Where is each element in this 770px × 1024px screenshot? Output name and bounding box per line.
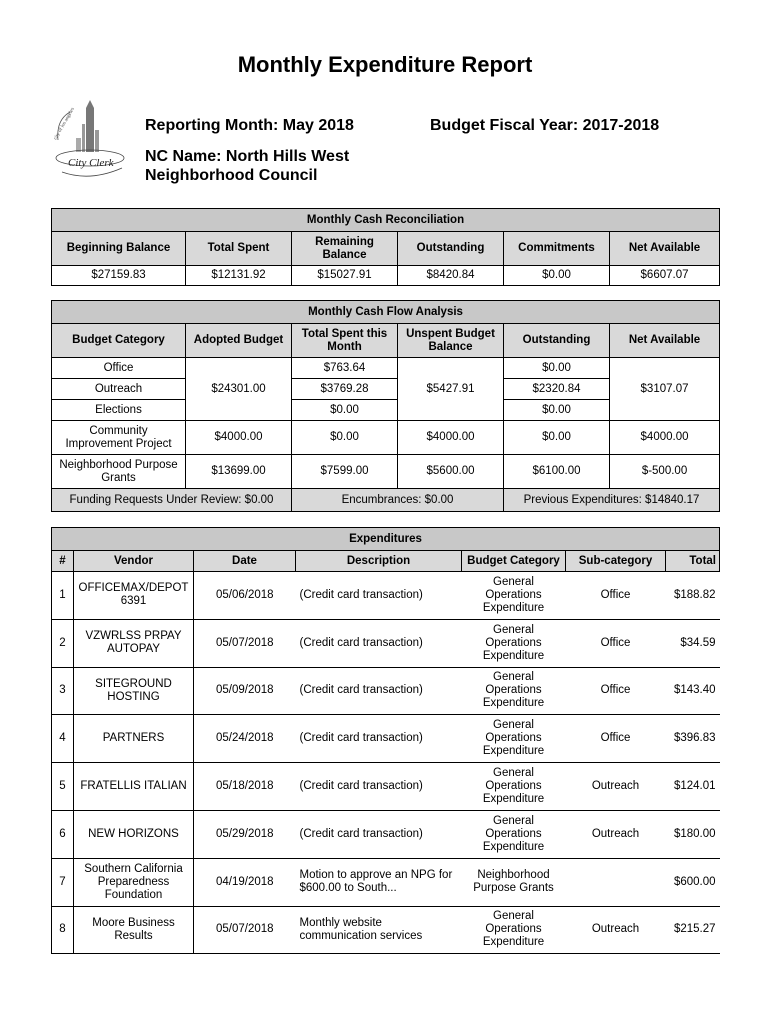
elections-category: Elections: [52, 400, 186, 421]
row-date: 05/09/2018: [194, 667, 296, 715]
previous-expenditures: Previous Expenditures: $14840.17: [504, 489, 720, 512]
row-date: 05/18/2018: [194, 763, 296, 811]
table-row: [52, 715, 720, 763]
row-vendor: SITEGROUND HOSTING: [74, 667, 194, 715]
office-spent: $763.64: [292, 358, 398, 379]
cashflow-band: Monthly Cash Flow Analysis: [52, 301, 720, 324]
npg-category: Neighborhood Purpose Grants: [52, 455, 186, 489]
row-number: 5: [52, 763, 74, 811]
outstanding-value: $8420.84: [398, 266, 504, 286]
header-num: #: [52, 551, 74, 572]
table-row: [52, 858, 720, 906]
row-budget-category: General Operations Expenditure: [462, 810, 566, 858]
office-category: Office: [52, 358, 186, 379]
cip-adopted: $4000.00: [186, 421, 292, 455]
row-vendor: NEW HORIZONS: [74, 810, 194, 858]
row-total: $124.01: [666, 763, 720, 811]
header-outstanding: Outstanding: [398, 232, 504, 266]
table-row: [52, 572, 720, 620]
row-total: $600.00: [666, 858, 720, 906]
row-total: $188.82: [666, 572, 720, 620]
row-total: $396.83: [666, 715, 720, 763]
header-total-spent-month: Total Spent this Month: [292, 324, 398, 358]
row-vendor: FRATELLIS ITALIAN: [74, 763, 194, 811]
row-description: (Credit card transaction): [296, 810, 462, 858]
row-number: 3: [52, 667, 74, 715]
row-subcategory: Office: [566, 667, 666, 715]
outreach-category: Outreach: [52, 379, 186, 400]
header-adopted-budget: Adopted Budget: [186, 324, 292, 358]
table-row: [52, 810, 720, 858]
row-budget-category: Neighborhood Purpose Grants: [462, 858, 566, 906]
table-row: [52, 763, 720, 811]
row-subcategory: Office: [566, 619, 666, 667]
row-subcategory: Outreach: [566, 763, 666, 811]
cash-reconciliation-table: [51, 208, 720, 286]
fiscal-year: Budget Fiscal Year: 2017-2018: [430, 117, 660, 134]
svg-text:City Clerk: City Clerk: [68, 157, 114, 169]
row-number: 8: [52, 906, 74, 954]
header-subcategory: Sub-category: [566, 551, 666, 572]
npg-unspent: $5600.00: [398, 455, 504, 489]
npg-outstanding: $6100.00: [504, 455, 610, 489]
row-date: 04/19/2018: [194, 858, 296, 906]
cip-net: $4000.00: [610, 421, 720, 455]
header-unspent-budget: Unspent Budget Balance: [398, 324, 504, 358]
header-beginning-balance: Beginning Balance: [52, 232, 186, 266]
nc-name-line1: NC Name: North Hills West: [145, 148, 350, 165]
header-description: Description: [296, 551, 462, 572]
outreach-spent: $3769.28: [292, 379, 398, 400]
cip-outstanding: $0.00: [504, 421, 610, 455]
row-budget-category: General Operations Expenditure: [462, 906, 566, 954]
row-number: 7: [52, 858, 74, 906]
total-spent-value: $12131.92: [186, 266, 292, 286]
row-number: 1: [52, 572, 74, 620]
cip-unspent: $4000.00: [398, 421, 504, 455]
row-description: (Credit card transaction): [296, 715, 462, 763]
row-date: 05/07/2018: [194, 619, 296, 667]
funding-requests: Funding Requests Under Review: $0.00: [52, 489, 292, 512]
row-budget-category: General Operations Expenditure: [462, 715, 566, 763]
row-description: (Credit card transaction): [296, 572, 462, 620]
svg-text:city of los angeles: city of los angeles: [53, 107, 76, 141]
reconciliation-band: Monthly Cash Reconciliation: [52, 209, 720, 232]
row-subcategory: Office: [566, 572, 666, 620]
net-available-value: $6607.07: [610, 266, 720, 286]
encumbrances: Encumbrances: $0.00: [292, 489, 504, 512]
expenditures-table: [51, 527, 720, 954]
npg-spent: $7599.00: [292, 455, 398, 489]
header-cf-net-available: Net Available: [610, 324, 720, 358]
beginning-balance-value: $27159.83: [52, 266, 186, 286]
table-row: [52, 667, 720, 715]
header-cf-outstanding: Outstanding: [504, 324, 610, 358]
row-subcategory: Outreach: [566, 810, 666, 858]
nc-name-line2: Neighborhood Council: [145, 167, 318, 184]
commitments-value: $0.00: [504, 266, 610, 286]
row-date: 05/06/2018: [194, 572, 296, 620]
nc-name: [145, 147, 349, 185]
row-number: 4: [52, 715, 74, 763]
report-title: Monthly Expenditure Report: [237, 52, 533, 77]
row-subcategory: Outreach: [566, 906, 666, 954]
row-subcategory: [566, 858, 666, 906]
row-description: Monthly website communication services: [296, 906, 462, 954]
row-vendor: PARTNERS: [74, 715, 194, 763]
elections-spent: $0.00: [292, 400, 398, 421]
cip-spent: $0.00: [292, 421, 398, 455]
row-total: $215.27: [666, 906, 720, 954]
outreach-outstanding: $2320.84: [504, 379, 610, 400]
row-budget-category: General Operations Expenditure: [462, 572, 566, 620]
npg-net: $-500.00: [610, 455, 720, 489]
row-vendor: Southern California Preparedness Foundation: [74, 858, 194, 906]
table-row: [52, 906, 720, 954]
row-vendor: OFFICEMAX/DEPOT 6391: [74, 572, 194, 620]
row-total: $143.40: [666, 667, 720, 715]
row-description: (Credit card transaction): [296, 763, 462, 811]
row-budget-category: General Operations Expenditure: [462, 667, 566, 715]
row-budget-category: General Operations Expenditure: [462, 763, 566, 811]
row-date: 05/29/2018: [194, 810, 296, 858]
header-total-spent: Total Spent: [186, 232, 292, 266]
remaining-balance-value: $15027.91: [292, 266, 398, 286]
gen-ops-unspent: $5427.91: [398, 358, 504, 421]
cash-flow-table: [51, 300, 720, 512]
gen-ops-net: $3107.07: [610, 358, 720, 421]
header-vendor: Vendor: [74, 551, 194, 572]
reporting-month: Reporting Month: May 2018: [145, 117, 354, 134]
row-subcategory: Office: [566, 715, 666, 763]
row-total: $180.00: [666, 810, 720, 858]
header-commitments: Commitments: [504, 232, 610, 266]
cip-category: Community Improvement Project: [52, 421, 186, 455]
header-net-available: Net Available: [610, 232, 720, 266]
row-date: 05/24/2018: [194, 715, 296, 763]
row-vendor: VZWRLSS PRPAY AUTOPAY: [74, 619, 194, 667]
city-clerk-seal-logo: [48, 100, 136, 190]
header-budget-category: Budget Category: [52, 324, 186, 358]
row-budget-category: General Operations Expenditure: [462, 619, 566, 667]
header-date: Date: [194, 551, 296, 572]
npg-adopted: $13699.00: [186, 455, 292, 489]
row-vendor: Moore Business Results: [74, 906, 194, 954]
header-remaining-balance: Remaining Balance: [292, 232, 398, 266]
row-description: Motion to approve an NPG for $600.00 to South...: [296, 858, 462, 906]
elections-outstanding: $0.00: [504, 400, 610, 421]
row-date: 05/07/2018: [194, 906, 296, 954]
row-description: (Credit card transaction): [296, 619, 462, 667]
table-row: [52, 619, 720, 667]
row-number: 2: [52, 619, 74, 667]
row-description: (Credit card transaction): [296, 667, 462, 715]
row-total: $34.59: [666, 619, 720, 667]
gen-ops-adopted: $24301.00: [186, 358, 292, 421]
row-number: 6: [52, 810, 74, 858]
header-total: Total: [666, 551, 720, 572]
expenditures-band: Expenditures: [52, 528, 720, 551]
header-budget-category: Budget Category: [462, 551, 566, 572]
office-outstanding: $0.00: [504, 358, 610, 379]
